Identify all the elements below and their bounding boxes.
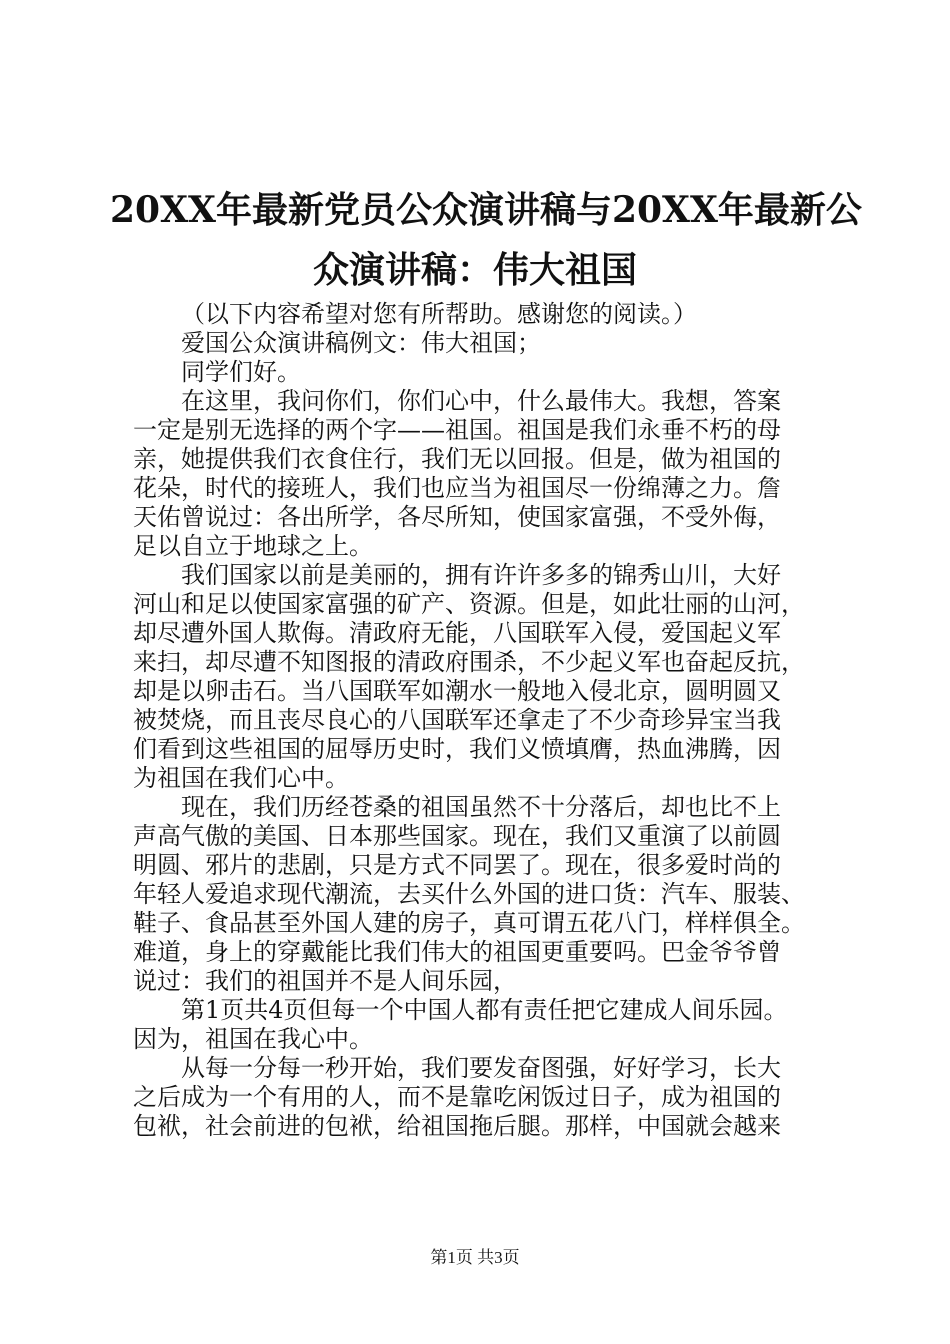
body-line: 一定是别无选择的两个字——祖国。祖国是我们永垂不朽的母 — [133, 416, 781, 444]
body-line: 却是以卵击石。当八国联军如潮水一般地入侵北京，圆明圆又 — [133, 677, 781, 705]
body-line: 从每一分每一秒开始，我们要发奋图强，好好学习，长大 — [181, 1054, 781, 1082]
body-line: 亲，她提供我们衣食住行，我们无以回报。但是，做为祖国的 — [133, 445, 781, 473]
document-body — [133, 300, 833, 1141]
body-line: 花朵，时代的接班人，我们也应当为祖国尽一份绵薄之力。詹 — [133, 474, 781, 502]
body-line: 爱国公众演讲稿例文：伟大祖国； — [181, 329, 541, 357]
body-line: 第1页共4页但每一个中国人都有责任把它建成人间乐园。 — [181, 996, 788, 1024]
body-line: 被焚烧，而且丧尽良心的八国联军还拿走了不少奇珍异宝当我 — [133, 706, 781, 734]
body-line: 河山和足以使国家富强的矿产、资源。但是，如此壮丽的山河， — [133, 590, 805, 618]
body-line: 包袱，社会前进的包袱，给祖国拖后腿。那样，中国就会越来 — [133, 1112, 781, 1140]
document-title-line-2: 众演讲稿：伟大祖国 — [312, 249, 637, 291]
body-line: 为祖国在我们心中。 — [133, 764, 349, 792]
body-line: 之后成为一个有用的人，而不是靠吃闲饭过日子，成为祖国的 — [133, 1083, 781, 1111]
body-line: 天佑曾说过：各出所学，各尽所知，使国家富强，不受外侮， — [133, 503, 781, 531]
body-line: 足以自立于地球之上。 — [133, 532, 373, 560]
body-line: 难道，身上的穿戴能比我们伟大的祖国更重要吗。巴金爷爷曾 — [133, 938, 781, 966]
body-line: 同学们好。 — [181, 358, 301, 386]
body-line: 明圆、邪片的悲剧，只是方式不同罢了。现在，很多爱时尚的 — [133, 851, 781, 879]
body-line: 说过：我们的祖国并不是人间乐园， — [133, 967, 517, 995]
body-line: 来扫，却尽遭不知图报的清政府围杀，不少起义军也奋起反抗， — [133, 648, 805, 676]
body-line: 们看到这些祖国的屈辱历史时，我们义愤填膺，热血沸腾，因 — [133, 735, 781, 763]
body-line: 因为，祖国在我心中。 — [133, 1025, 373, 1053]
body-line: 在这里，我问你们，你们心中，什么最伟大。我想，答案 — [181, 387, 781, 415]
body-line: 年轻人爱追求现代潮流，去买什么外国的进口货：汽车、服装、 — [133, 880, 805, 908]
page-footer: 第1页 共3页 — [430, 1248, 520, 1267]
body-line: 声高气傲的美国、日本那些国家。现在，我们又重演了以前圆 — [133, 822, 781, 850]
body-line: 却尽遭外国人欺侮。清政府无能，八国联军入侵，爱国起义军 — [133, 619, 781, 647]
body-line: 鞋子、食品甚至外国人建的房子，真可谓五花八门，样样俱全。 — [133, 909, 805, 937]
document-title-line-1: 20XX年最新党员公众演讲稿与20XX年最新公 — [110, 189, 862, 231]
body-line: 现在，我们历经苍桑的祖国虽然不十分落后，却也比不上 — [181, 793, 781, 821]
body-line: 我们国家以前是美丽的，拥有许许多多的锦秀山川，大好 — [181, 561, 781, 589]
body-line: （以下内容希望对您有所帮助。感谢您的阅读。） — [181, 300, 697, 328]
